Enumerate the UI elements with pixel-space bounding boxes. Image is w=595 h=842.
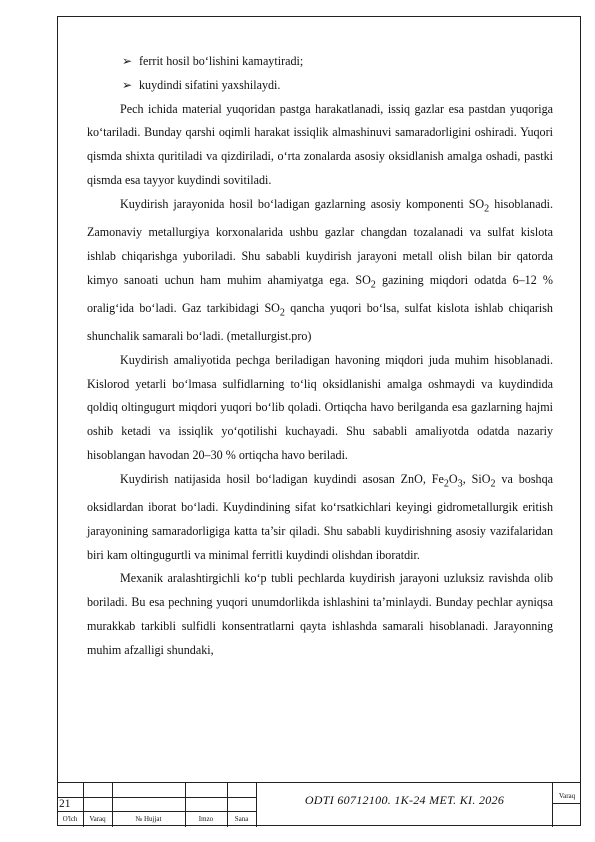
- bullet-text: kuydindi sifatini yaxshilaydi.: [139, 77, 281, 92]
- bullet-item: [87, 50, 553, 74]
- paragraph: Pech ichida material yuqoridan pastga harakatlanadi, issiq gazlar esa pastdan yuqoriga ko‘tariladi. Bunday qarshi oqimli harakat issiqlik almashinuvi samaradorligini oshiradi. Yuqori qismda shixta quritiladi va qizdiriladi, o‘rta zonalarda asosiy oksidlanish amalga oshadi, pastki qismda esa tayyor kuydindi sovitiladi.: [87, 101, 553, 187]
- bullet-text: ferrit hosil bo‘lishini kamaytiradi;: [139, 54, 304, 68]
- col-hujjat: № Hujjat: [135, 815, 162, 823]
- page-number: 21: [59, 798, 71, 810]
- bullet-item: [87, 74, 553, 98]
- arrow-bullet-icon: ➢: [122, 54, 133, 68]
- paragraph: Kuydirish natijasida hosil bo‘ladigan kuydindi asosan ZnO, $Fe_2O_3$, SiO$_2$ va boshqa oksidlardan iborat bo‘ladi. Kuydindining sifat ko‘rsatkichlari keyingi gidrometallurgik eritish jarayonining samaradorligiga katta ta’sir qiladi. Shu sababli kuydirishning asosiy vazifalaridan biri kam oltingugurtli va minimal ferritli kuydindi olishdan iboratdir.: [87, 471, 553, 562]
- col-sana: Sana: [234, 815, 249, 823]
- paragraph: Mexanik aralashtirgichli ko‘p tubli pechlarda kuydirish jarayoni uzluksiz ravishda olib boriladi. Bu esa pechning yuqori unumdorlikda ishlashini ta’minlaydi. Bunday pechlar ayniqsa murakkab tarkibli sulfidli konsentratlarni qayta ishlashda samarali hisoblanadi. Jarayonning muhim afzalligi shundaki,: [87, 571, 553, 657]
- sheet-label: Varaq: [558, 792, 576, 800]
- col-olch: O'lch: [62, 815, 78, 823]
- col-varaq: Varaq: [89, 815, 106, 823]
- paragraph: Kuydirish jarayonida hosil bo‘ladigan gazlarning asosiy komponenti $SO_2$ hisoblanadi. Zamonaviy metallurgiya korxonalarida ushbu gazlar changdan tozalanadi va sulfat kislota ishlab chiqarishga yuboriladi. Shu sababli kuydirish jarayoni metall olish bilan bir qatorda kimyo sanoati uchun ham muhim ahamiyatga ega. $SO_2$ gazining miqdori odatda 6–12 % oralig‘ida bo‘ladi. Gaz tarkibidagi $SO_2$ qancha yuqori bo‘lsa, sulfat kislota ishlab chiqarish shunchalik samarali bo‘ladi. (metallurgist.pro): [87, 196, 553, 343]
- col-imzo: Imzo: [198, 815, 214, 823]
- paragraph: Kuydirish amaliyotida pechga beriladigan havoning miqdori juda muhim hisoblanadi. Kislorod yetarli bo‘lmasa sulfidlarning to‘liq oksidlanishi amalga oshmaydi va kuydindida qoldiq oltingugurt miqdori yuqori bo‘lib qoladi. Ortiqcha havo berilganda esa gazlarning hajmi oshib ketadi va issiqlik yo‘qotilishi kuchayadi. Shu sababli amaliyotda odatda nazariy hisoblangan havodan 20–30 % ortiqcha havo beriladi.: [87, 352, 553, 462]
- arrow-bullet-icon: ➢: [122, 77, 133, 92]
- document-body: [87, 50, 553, 663]
- title-block: [57, 782, 581, 826]
- document-code: ODTI 60712100. 1K-24 MET. KI. 2026: [304, 793, 505, 807]
